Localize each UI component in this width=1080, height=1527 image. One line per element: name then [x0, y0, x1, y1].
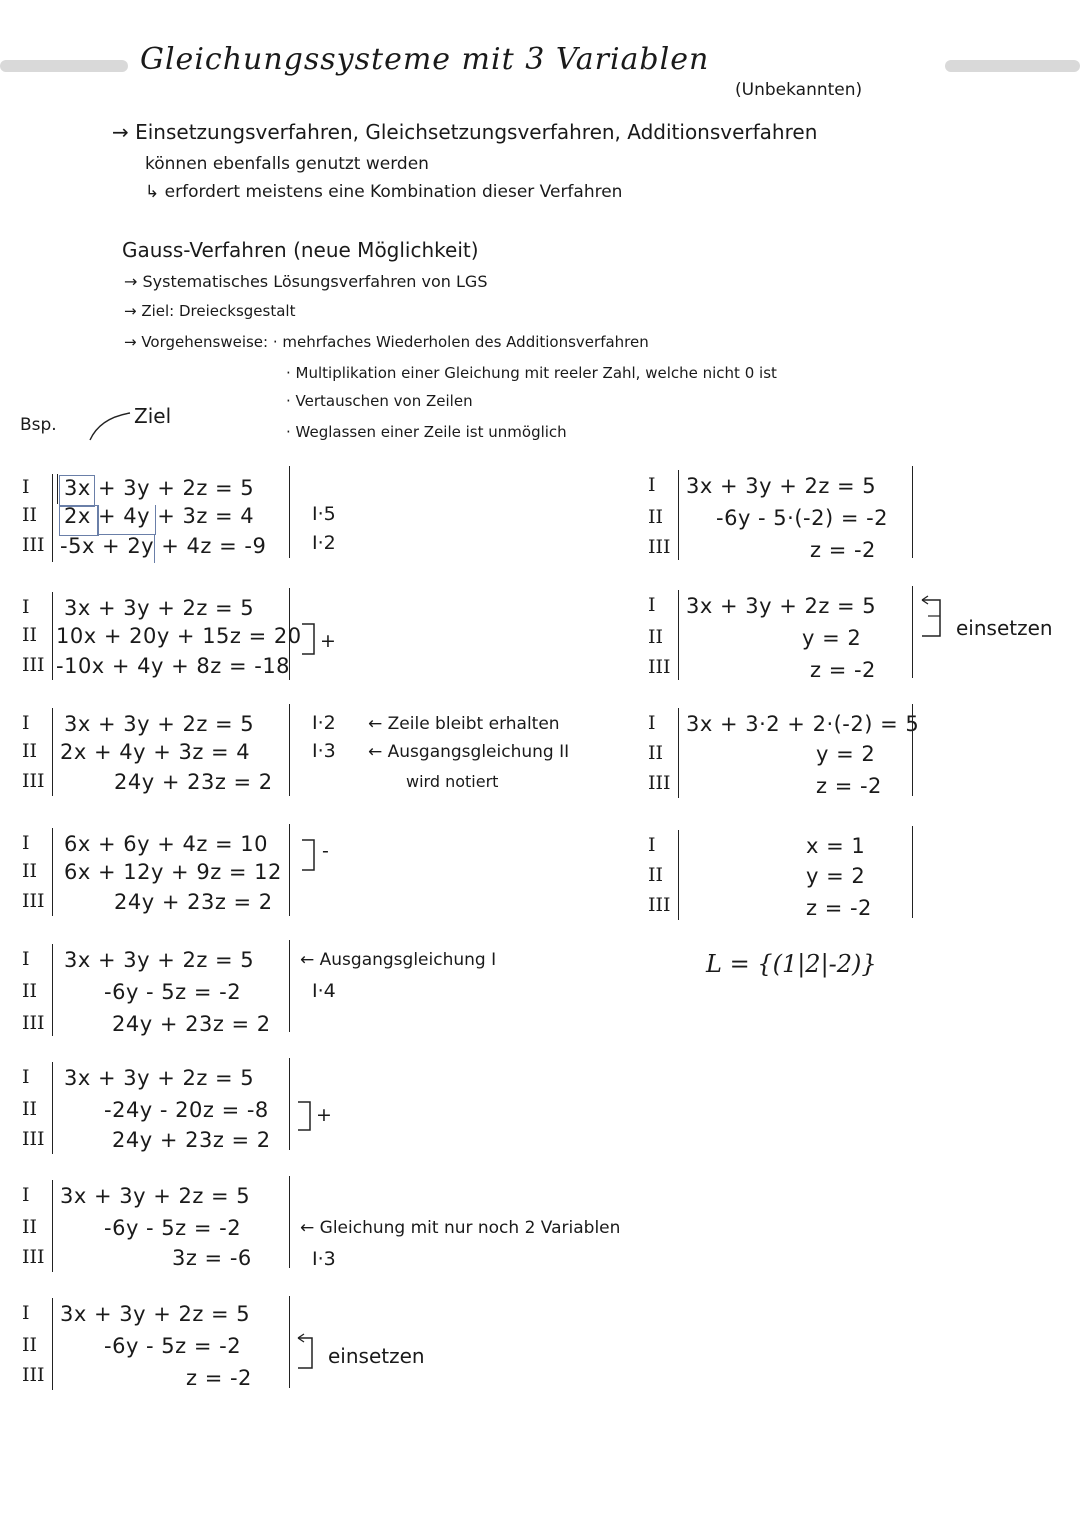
op-bar	[289, 1058, 290, 1150]
equation-1: 6x + 6y + 4z = 10	[64, 832, 269, 856]
op-bar	[289, 1296, 290, 1388]
roman-3: III	[22, 534, 45, 556]
roman-1: I	[648, 834, 656, 856]
roman-2: II	[648, 742, 664, 764]
roman-3: III	[22, 654, 45, 676]
equation-2: 2x + 4y + 3z = 4	[64, 504, 255, 528]
triangle-box-2	[59, 505, 99, 536]
op-bar	[289, 1176, 290, 1268]
roman-2: II	[22, 1098, 38, 1120]
roman-1: I	[22, 1066, 30, 1088]
system-bar	[57, 474, 58, 504]
triangle-box-4	[154, 534, 155, 563]
triangle-box-1	[59, 475, 95, 507]
equation-3: z = -2	[816, 774, 882, 798]
system-bar	[678, 830, 679, 920]
roman-1: I	[22, 1302, 30, 1324]
equation-2: -24y - 20z = -8	[104, 1098, 269, 1122]
equation-3: 24y + 23z = 2	[114, 890, 273, 914]
system-bar	[678, 708, 679, 798]
op-bar	[289, 824, 290, 916]
equation-2: -6y - 5z = -2	[104, 980, 242, 1004]
roman-2: II	[22, 1216, 38, 1238]
op-1: ← Ausgangsgleichung I	[300, 950, 497, 970]
note-3: wird notiert	[406, 772, 499, 791]
roman-1: I	[22, 832, 30, 854]
note-1: ← Zeile bleibt erhalten	[368, 714, 560, 734]
roman-1: I	[22, 476, 30, 498]
system-bar	[52, 1298, 53, 1390]
op-bar	[289, 466, 290, 558]
triangle-box-3	[97, 505, 156, 535]
equation-3: z = -2	[810, 538, 876, 562]
roman-1: I	[648, 474, 656, 496]
equation-1: x = 1	[806, 834, 866, 858]
equation-2: y = 2	[816, 742, 876, 766]
equation-3: 3z = -6	[172, 1246, 252, 1270]
op-note: einsetzen	[328, 1344, 425, 1368]
roman-2: II	[22, 504, 38, 526]
roman-3: III	[648, 536, 671, 558]
roman-3: III	[22, 1128, 45, 1150]
op-bar	[912, 586, 913, 678]
equation-3: 24y + 23z = 2	[114, 770, 273, 794]
roman-1: I	[648, 594, 656, 616]
roman-1: I	[22, 596, 30, 618]
equation-3: -5x + 2y + 4z = -9	[60, 534, 267, 558]
roman-2: II	[22, 860, 38, 882]
equation-1: 3x + 3·2 + 2·(-2) = 5	[686, 712, 920, 736]
gauss-point-1: → Systematisches Lösungsverfahren von LGS	[124, 272, 488, 291]
roman-3: III	[22, 1246, 45, 1268]
roman-3: III	[648, 656, 671, 678]
roman-3: III	[22, 1012, 45, 1034]
op-plus: +	[316, 1104, 332, 1126]
solution-set: L = {(1|2|-2)}	[706, 950, 877, 978]
roman-3: III	[22, 890, 45, 912]
roman-1: I	[648, 712, 656, 734]
equation-2: -6y - 5z = -2	[104, 1334, 242, 1358]
equation-1: 3x + 3y + 2z = 5	[64, 1066, 255, 1090]
example-label: Bsp.	[20, 415, 57, 435]
roman-2: II	[22, 740, 38, 762]
roman-2: II	[22, 624, 38, 646]
intro-line-2: können ebenfalls genutzt werden	[145, 154, 429, 174]
system-bar	[52, 474, 53, 562]
op-2: I·2	[312, 532, 336, 554]
note-2: ← Ausgangsgleichung II	[368, 742, 570, 762]
substitute-note: einsetzen	[956, 616, 1053, 640]
system-bar	[678, 590, 679, 680]
equation-2: y = 2	[806, 864, 866, 888]
roman-1: I	[22, 1184, 30, 1206]
equation-1: 3x + 3y + 2z = 5	[64, 948, 255, 972]
system-bar	[52, 592, 53, 680]
op-3: I·3	[312, 1248, 336, 1270]
goal-label: Ziel	[134, 404, 172, 428]
equation-1: 3x + 3y + 2z = 5	[60, 1302, 251, 1326]
intro-line-1: → Einsetzungsverfahren, Gleichsetzungsverfahren, Additionsverfahren	[112, 120, 818, 144]
equation-2: -6y - 5·(-2) = -2	[716, 506, 889, 530]
equation-1: 3x + 3y + 2z = 5	[64, 712, 255, 736]
equation-1: 3x + 3y + 2z = 5	[64, 596, 255, 620]
equation-3: 24y + 23z = 2	[112, 1012, 271, 1036]
equation-3: z = -2	[806, 896, 872, 920]
bracket-minus	[300, 836, 340, 876]
equation-2: -6y - 5z = -2	[104, 1216, 242, 1240]
op-2: I·3	[312, 740, 336, 762]
equation-3: z = -2	[810, 658, 876, 682]
op-2: I·4	[312, 980, 336, 1002]
op-bar	[289, 704, 290, 796]
roman-1: I	[22, 712, 30, 734]
equation-2: y = 2	[802, 626, 862, 650]
system-bar	[52, 944, 53, 1036]
gauss-point-5: · Vertauschen von Zeilen	[286, 392, 473, 410]
op-bar	[289, 940, 290, 1032]
op-1: I·5	[312, 503, 336, 525]
equation-3: -10x + 4y + 8z = -18	[56, 654, 291, 678]
roman-1: I	[22, 948, 30, 970]
roman-3: III	[648, 894, 671, 916]
equation-2: 6x + 12y + 9z = 12	[64, 860, 282, 884]
op-bar	[912, 826, 913, 918]
roman-3: III	[22, 770, 45, 792]
roman-2: II	[648, 626, 664, 648]
roman-2: II	[648, 506, 664, 528]
roman-2: II	[22, 1334, 38, 1356]
op-bar	[912, 704, 913, 796]
system-bar	[52, 708, 53, 796]
gauss-heading: Gauss-Verfahren (neue Möglichkeit)	[122, 238, 479, 262]
bracket-substitute	[294, 1334, 324, 1374]
equation-1: 3x + 3y + 2z = 5	[686, 594, 877, 618]
page-title: Gleichungssysteme mit 3 Variablen	[140, 42, 710, 77]
page-subtitle: (Unbekannten)	[735, 80, 863, 100]
roman-2: II	[22, 980, 38, 1002]
gauss-point-2: → Ziel: Dreiecksgestalt	[124, 302, 296, 320]
op-bar	[912, 466, 913, 558]
gauss-point-4: · Multiplikation einer Gleichung mit reeler Zahl, welche nicht 0 ist	[286, 364, 777, 382]
equation-1: 3x + 3y + 2z = 5	[60, 1184, 251, 1208]
equation-1: 3x + 3y + 2z = 5	[686, 474, 877, 498]
system-bar	[52, 1180, 53, 1272]
gauss-point-6: · Weglassen einer Zeile ist unmöglich	[286, 423, 567, 441]
system-bar	[678, 470, 679, 560]
bracket-substitute	[918, 596, 948, 642]
op-note: ← Gleichung mit nur noch 2 Variablen	[300, 1218, 621, 1238]
op-1: I·2	[312, 712, 336, 734]
intro-line-3: ↳ erfordert meistens eine Kombination dieser Verfahren	[145, 182, 623, 202]
roman-3: III	[648, 772, 671, 794]
system-bar	[52, 828, 53, 916]
gauss-point-3: → Vorgehensweise: · mehrfaches Wiederholen des Additionsverfahren	[124, 333, 649, 351]
equation-2: 10x + 20y + 15z = 20	[56, 624, 302, 648]
roman-2: II	[648, 864, 664, 886]
equation-3: 24y + 23z = 2	[112, 1128, 271, 1152]
equation-2: 2x + 4y + 3z = 4	[60, 740, 251, 764]
roman-3: III	[22, 1364, 45, 1386]
op-bar	[289, 588, 290, 680]
equation-1: 3x + 3y + 2z = 5	[64, 476, 255, 500]
op-plus: +	[320, 630, 336, 652]
op-minus: -	[322, 840, 329, 862]
system-bar	[52, 1062, 53, 1154]
equation-3: z = -2	[186, 1366, 252, 1390]
